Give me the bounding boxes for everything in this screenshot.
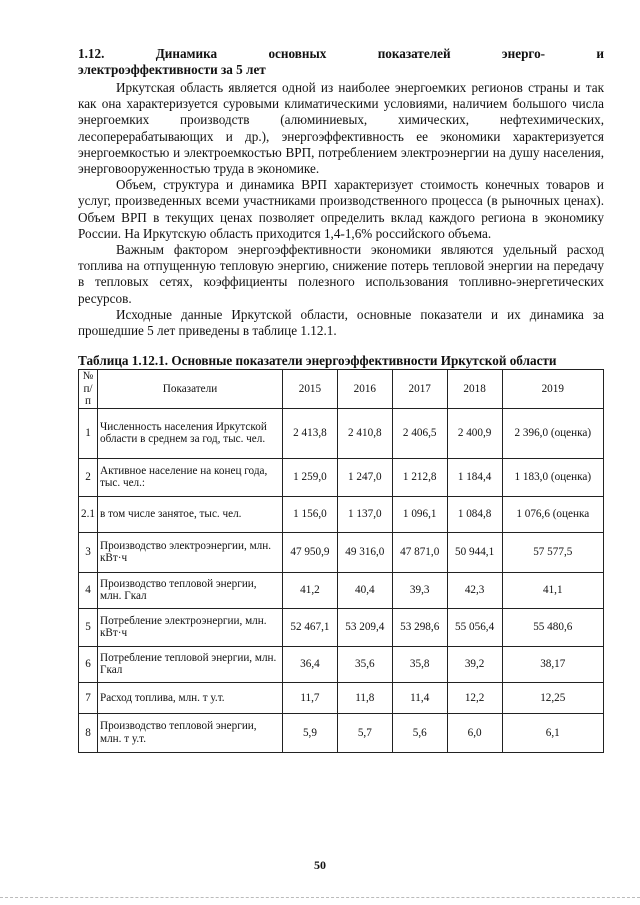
cell-2016: 5,7 [337,713,392,752]
row-indicator: в том числе занятое, тыс. чел. [97,496,282,532]
cell-2017: 11,4 [392,682,447,713]
row-indicator: Производство электроэнергии, млн. кВт·ч [97,532,282,572]
header-indicator: Показатели [97,370,282,409]
cell-2019: 1 076,6 (оценка [502,496,603,532]
header-year-2018: 2018 [447,370,502,409]
cell-2018: 1 084,8 [447,496,502,532]
row-number: 8 [79,713,98,752]
cell-2017: 39,3 [392,572,447,608]
row-number: 6 [79,646,98,682]
table-row [79,532,604,572]
cell-2019: 55 480,6 [502,608,603,646]
row-indicator: Численность населения Иркутской области в среднем за год, тыс. чел. [97,408,282,458]
cell-2016: 1 137,0 [337,496,392,532]
cell-2018: 50 944,1 [447,532,502,572]
cell-2018: 12,2 [447,682,502,713]
cell-2019: 57 577,5 [502,532,603,572]
row-number: 2 [79,458,98,496]
cell-2015: 11,7 [282,682,337,713]
row-number: 4 [79,572,98,608]
cell-2016: 40,4 [337,572,392,608]
row-number: 5 [79,608,98,646]
header-year-2017: 2017 [392,370,447,409]
cell-2016: 11,8 [337,682,392,713]
cell-2015: 47 950,9 [282,532,337,572]
cell-2018: 55 056,4 [447,608,502,646]
cell-2015: 52 467,1 [282,608,337,646]
section-heading-line1: 1.12. Динамика основных показателей энерго- и [78,46,604,61]
cell-2018: 2 400,9 [447,408,502,458]
cell-2016: 2 410,8 [337,408,392,458]
paragraph-4: Исходные данные Иркутской области, основные показатели и их динамика за прошедшие 5 лет приведены в таблице 1.12.1. [78,306,604,339]
paragraph-2: Объем, структура и динамика ВРП характеризует стоимость конечных товаров и услуг, произведенных всеми участниками производственного процесса (в рыночных ценах). Объем ВРП в текущих ценах позволяет определить вклад каждого региона в экономику России. На Иркутскую область приходится 1,4-1,6% российского объема. [78,177,604,241]
cell-2016: 1 247,0 [337,458,392,496]
table-header-row [79,370,604,409]
cell-2015: 1 156,0 [282,496,337,532]
cell-2017: 35,8 [392,646,447,682]
section-heading-line2: электроэффективности за 5 лет [78,62,266,77]
table-row [79,608,604,646]
row-number: 2.1 [79,496,98,532]
cell-2018: 42,3 [447,572,502,608]
table-row [79,408,604,458]
cell-2017: 1 212,8 [392,458,447,496]
cell-2019: 41,1 [502,572,603,608]
row-indicator: Производство тепловой энергии, млн. т у.т. [97,713,282,752]
header-year-2015: 2015 [282,370,337,409]
document-page [78,46,604,753]
table-row [79,496,604,532]
row-number: 1 [79,408,98,458]
table-row [79,682,604,713]
paragraph-3: Важным фактором энергоэффективности экономики являются удельный расход топлива на отпущенную тепловую энергию, снижение потерь тепловой энергии на передачу в тепловых сетях, коэффициенты полезного использования топливно-энергетических ресурсов. [78,242,604,306]
cell-2017: 53 298,6 [392,608,447,646]
row-indicator: Потребление электроэнергии, млн. кВт·ч [97,608,282,646]
cell-2018: 1 184,4 [447,458,502,496]
cell-2016: 35,6 [337,646,392,682]
page-number: 50 [314,858,326,872]
cell-2019: 2 396,0 (оценка) [502,408,603,458]
header-year-2019: 2019 [502,370,603,409]
cell-2017: 47 871,0 [392,532,447,572]
cell-2019: 6,1 [502,713,603,752]
table-caption: Таблица 1.12.1. Основные показатели энергоэффективности Иркутской области [78,353,557,369]
table-row [79,458,604,496]
cell-2015: 2 413,8 [282,408,337,458]
table-row [79,713,604,752]
header-year-2016: 2016 [337,370,392,409]
table-row [79,572,604,608]
cell-2015: 1 259,0 [282,458,337,496]
indicators-table [78,369,604,753]
page-bottom-divider [0,897,640,899]
row-number: 7 [79,682,98,713]
row-indicator: Расход топлива, млн. т у.т. [97,682,282,713]
cell-2017: 1 096,1 [392,496,447,532]
cell-2016: 53 209,4 [337,608,392,646]
cell-2018: 6,0 [447,713,502,752]
row-indicator: Потребление тепловой энергии, млн. Гкал [97,646,282,682]
cell-2017: 5,6 [392,713,447,752]
table-row [79,646,604,682]
row-indicator: Активное население на конец года, тыс. чел.: [97,458,282,496]
row-indicator: Производство тепловой энергии, млн. Гкал [97,572,282,608]
header-number: № п/п [79,370,98,409]
paragraph-1: Иркутская область является одной из наиболее энергоемких регионов страны и так как она характеризуется суровыми климатическими условиями, наличием большого числа энергоемких производств (алюминиевых, химических, нефтехимических, лесоперерабатывающих и др.), энергоэффективность ее экономики характеризуется энергоемкостью и электроемкостью ВРП, потреблением электроэнергии на душу населения, энерговооруженностью труда в экономике. [78,80,604,177]
cell-2015: 5,9 [282,713,337,752]
cell-2017: 2 406,5 [392,408,447,458]
cell-2019: 1 183,0 (оценка) [502,458,603,496]
cell-2019: 12,25 [502,682,603,713]
cell-2016: 49 316,0 [337,532,392,572]
cell-2015: 41,2 [282,572,337,608]
cell-2018: 39,2 [447,646,502,682]
row-number: 3 [79,532,98,572]
cell-2015: 36,4 [282,646,337,682]
cell-2019: 38,17 [502,646,603,682]
